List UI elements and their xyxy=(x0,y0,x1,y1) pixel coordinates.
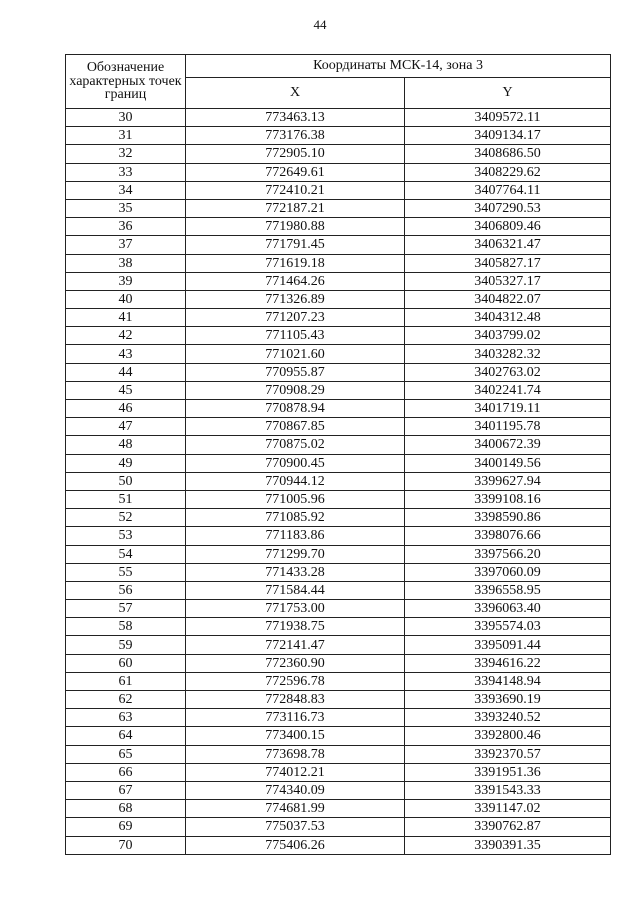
y-coordinate-cell: 3403799.02 xyxy=(405,327,611,345)
y-coordinate-cell: 3399627.94 xyxy=(405,472,611,490)
table-row xyxy=(66,236,611,254)
x-coordinate-cell: 775037.53 xyxy=(186,818,405,836)
x-coordinate-cell: 771753.00 xyxy=(186,600,405,618)
y-coordinate-cell: 3398076.66 xyxy=(405,527,611,545)
table-row xyxy=(66,309,611,327)
y-coordinate-cell: 3392370.57 xyxy=(405,745,611,763)
table-row xyxy=(66,654,611,672)
x-coordinate-cell: 770900.45 xyxy=(186,454,405,472)
x-coordinate-cell: 773176.38 xyxy=(186,127,405,145)
y-coordinate-cell: 3393690.19 xyxy=(405,691,611,709)
x-coordinate-cell: 771021.60 xyxy=(186,345,405,363)
point-number-cell: 57 xyxy=(66,600,186,618)
y-coordinate-cell: 3400149.56 xyxy=(405,454,611,472)
y-coordinate-cell: 3395091.44 xyxy=(405,636,611,654)
x-coordinate-cell: 774681.99 xyxy=(186,800,405,818)
y-column-header: Y xyxy=(405,78,611,109)
y-coordinate-cell: 3403282.32 xyxy=(405,345,611,363)
x-coordinate-cell: 770944.12 xyxy=(186,472,405,490)
y-coordinate-cell: 3390762.87 xyxy=(405,818,611,836)
x-coordinate-cell: 773116.73 xyxy=(186,709,405,727)
x-coordinate-cell: 770878.94 xyxy=(186,400,405,418)
x-coordinate-cell: 771433.28 xyxy=(186,563,405,581)
table-row xyxy=(66,563,611,581)
point-number-cell: 65 xyxy=(66,745,186,763)
point-number-cell: 62 xyxy=(66,691,186,709)
y-coordinate-cell: 3405327.17 xyxy=(405,272,611,290)
point-number-cell: 41 xyxy=(66,309,186,327)
x-coordinate-cell: 774012.21 xyxy=(186,763,405,781)
table-row xyxy=(66,581,611,599)
table-row xyxy=(66,709,611,727)
x-coordinate-cell: 775406.26 xyxy=(186,836,405,854)
y-coordinate-cell: 3408229.62 xyxy=(405,163,611,181)
x-coordinate-cell: 773400.15 xyxy=(186,727,405,745)
x-coordinate-cell: 771791.45 xyxy=(186,236,405,254)
table-row xyxy=(66,109,611,127)
y-coordinate-cell: 3395574.03 xyxy=(405,618,611,636)
point-number-cell: 43 xyxy=(66,345,186,363)
point-number-cell: 70 xyxy=(66,836,186,854)
x-column-header: X xyxy=(186,78,405,109)
table-row xyxy=(66,290,611,308)
point-number-cell: 38 xyxy=(66,254,186,272)
x-coordinate-cell: 772410.21 xyxy=(186,181,405,199)
y-coordinate-cell: 3407290.53 xyxy=(405,199,611,217)
point-number-cell: 37 xyxy=(66,236,186,254)
table-row xyxy=(66,145,611,163)
y-coordinate-cell: 3409572.11 xyxy=(405,109,611,127)
table-row xyxy=(66,836,611,854)
coordinates-header: Координаты МСК-14, зона 3 xyxy=(186,55,611,78)
table-row xyxy=(66,199,611,217)
x-coordinate-cell: 771326.89 xyxy=(186,290,405,308)
table-row xyxy=(66,781,611,799)
table-row xyxy=(66,472,611,490)
y-coordinate-cell: 3405827.17 xyxy=(405,254,611,272)
point-number-cell: 64 xyxy=(66,727,186,745)
y-coordinate-cell: 3401195.78 xyxy=(405,418,611,436)
y-coordinate-cell: 3394616.22 xyxy=(405,654,611,672)
table-row xyxy=(66,545,611,563)
point-number-cell: 47 xyxy=(66,418,186,436)
table-row xyxy=(66,400,611,418)
table-row xyxy=(66,636,611,654)
point-number-cell: 50 xyxy=(66,472,186,490)
point-number-cell: 69 xyxy=(66,818,186,836)
point-number-cell: 46 xyxy=(66,400,186,418)
x-coordinate-cell: 770867.85 xyxy=(186,418,405,436)
point-number-cell: 30 xyxy=(66,109,186,127)
x-coordinate-cell: 771584.44 xyxy=(186,581,405,599)
table-body xyxy=(66,109,611,855)
y-coordinate-cell: 3396558.95 xyxy=(405,581,611,599)
x-coordinate-cell: 772141.47 xyxy=(186,636,405,654)
table-row xyxy=(66,618,611,636)
x-coordinate-cell: 771085.92 xyxy=(186,509,405,527)
x-coordinate-cell: 771299.70 xyxy=(186,545,405,563)
x-coordinate-cell: 771980.88 xyxy=(186,218,405,236)
x-coordinate-cell: 770875.02 xyxy=(186,436,405,454)
x-coordinate-cell: 772596.78 xyxy=(186,672,405,690)
y-coordinate-cell: 3406809.46 xyxy=(405,218,611,236)
point-number-cell: 63 xyxy=(66,709,186,727)
y-coordinate-cell: 3399108.16 xyxy=(405,490,611,508)
x-coordinate-cell: 771938.75 xyxy=(186,618,405,636)
y-coordinate-cell: 3402763.02 xyxy=(405,363,611,381)
point-number-cell: 42 xyxy=(66,327,186,345)
point-number-cell: 55 xyxy=(66,563,186,581)
x-coordinate-cell: 771464.26 xyxy=(186,272,405,290)
y-coordinate-cell: 3391951.36 xyxy=(405,763,611,781)
page-number: 44 xyxy=(313,17,327,32)
point-number-cell: 68 xyxy=(66,800,186,818)
table-row xyxy=(66,454,611,472)
table-row xyxy=(66,272,611,290)
x-coordinate-cell: 774340.09 xyxy=(186,781,405,799)
x-coordinate-cell: 771183.86 xyxy=(186,527,405,545)
point-number-cell: 40 xyxy=(66,290,186,308)
y-coordinate-cell: 3390391.35 xyxy=(405,836,611,854)
point-number-cell: 59 xyxy=(66,636,186,654)
table-row xyxy=(66,163,611,181)
y-coordinate-cell: 3404822.07 xyxy=(405,290,611,308)
table-row xyxy=(66,745,611,763)
y-coordinate-cell: 3398590.86 xyxy=(405,509,611,527)
y-coordinate-cell: 3396063.40 xyxy=(405,600,611,618)
x-coordinate-cell: 772187.21 xyxy=(186,199,405,217)
point-designation-header: Обозначение характерных точек границ xyxy=(66,55,186,109)
x-coordinate-cell: 770955.87 xyxy=(186,363,405,381)
point-number-cell: 67 xyxy=(66,781,186,799)
point-number-cell: 31 xyxy=(66,127,186,145)
y-coordinate-cell: 3391543.33 xyxy=(405,781,611,799)
point-number-cell: 35 xyxy=(66,199,186,217)
point-number-cell: 61 xyxy=(66,672,186,690)
y-coordinate-cell: 3404312.48 xyxy=(405,309,611,327)
x-coordinate-cell: 772848.83 xyxy=(186,691,405,709)
point-number-cell: 48 xyxy=(66,436,186,454)
table-row xyxy=(66,490,611,508)
point-number-cell: 33 xyxy=(66,163,186,181)
table-row xyxy=(66,436,611,454)
point-number-cell: 60 xyxy=(66,654,186,672)
table-row xyxy=(66,691,611,709)
y-coordinate-cell: 3394148.94 xyxy=(405,672,611,690)
point-number-cell: 66 xyxy=(66,763,186,781)
point-number-cell: 51 xyxy=(66,490,186,508)
y-coordinate-cell: 3400672.39 xyxy=(405,436,611,454)
x-coordinate-cell: 771105.43 xyxy=(186,327,405,345)
point-number-cell: 53 xyxy=(66,527,186,545)
y-coordinate-cell: 3401719.11 xyxy=(405,400,611,418)
y-coordinate-cell: 3393240.52 xyxy=(405,709,611,727)
table-row xyxy=(66,381,611,399)
y-coordinate-cell: 3391147.02 xyxy=(405,800,611,818)
point-number-cell: 45 xyxy=(66,381,186,399)
y-coordinate-cell: 3407764.11 xyxy=(405,181,611,199)
point-number-cell: 39 xyxy=(66,272,186,290)
y-coordinate-cell: 3406321.47 xyxy=(405,236,611,254)
table-row xyxy=(66,600,611,618)
table-row xyxy=(66,509,611,527)
x-coordinate-cell: 772360.90 xyxy=(186,654,405,672)
x-coordinate-cell: 770908.29 xyxy=(186,381,405,399)
table-row xyxy=(66,181,611,199)
point-number-cell: 56 xyxy=(66,581,186,599)
table-row xyxy=(66,345,611,363)
point-number-cell: 44 xyxy=(66,363,186,381)
table-row xyxy=(66,327,611,345)
y-coordinate-cell: 3408686.50 xyxy=(405,145,611,163)
x-coordinate-cell: 772649.61 xyxy=(186,163,405,181)
coordinates-table xyxy=(65,54,611,855)
table-row xyxy=(66,672,611,690)
table-row xyxy=(66,418,611,436)
y-coordinate-cell: 3397566.20 xyxy=(405,545,611,563)
point-number-cell: 52 xyxy=(66,509,186,527)
x-coordinate-cell: 773698.78 xyxy=(186,745,405,763)
point-number-cell: 36 xyxy=(66,218,186,236)
table-row xyxy=(66,127,611,145)
x-coordinate-cell: 771005.96 xyxy=(186,490,405,508)
x-coordinate-cell: 772905.10 xyxy=(186,145,405,163)
table-row xyxy=(66,218,611,236)
table-row xyxy=(66,800,611,818)
point-number-cell: 49 xyxy=(66,454,186,472)
point-number-cell: 54 xyxy=(66,545,186,563)
point-number-cell: 58 xyxy=(66,618,186,636)
y-coordinate-cell: 3392800.46 xyxy=(405,727,611,745)
y-coordinate-cell: 3397060.09 xyxy=(405,563,611,581)
point-number-cell: 32 xyxy=(66,145,186,163)
y-coordinate-cell: 3409134.17 xyxy=(405,127,611,145)
x-coordinate-cell: 771619.18 xyxy=(186,254,405,272)
x-coordinate-cell: 771207.23 xyxy=(186,309,405,327)
table-row xyxy=(66,363,611,381)
table-row xyxy=(66,254,611,272)
table-row xyxy=(66,818,611,836)
table-row xyxy=(66,763,611,781)
table-row xyxy=(66,527,611,545)
point-number-cell: 34 xyxy=(66,181,186,199)
table-row xyxy=(66,727,611,745)
y-coordinate-cell: 3402241.74 xyxy=(405,381,611,399)
x-coordinate-cell: 773463.13 xyxy=(186,109,405,127)
